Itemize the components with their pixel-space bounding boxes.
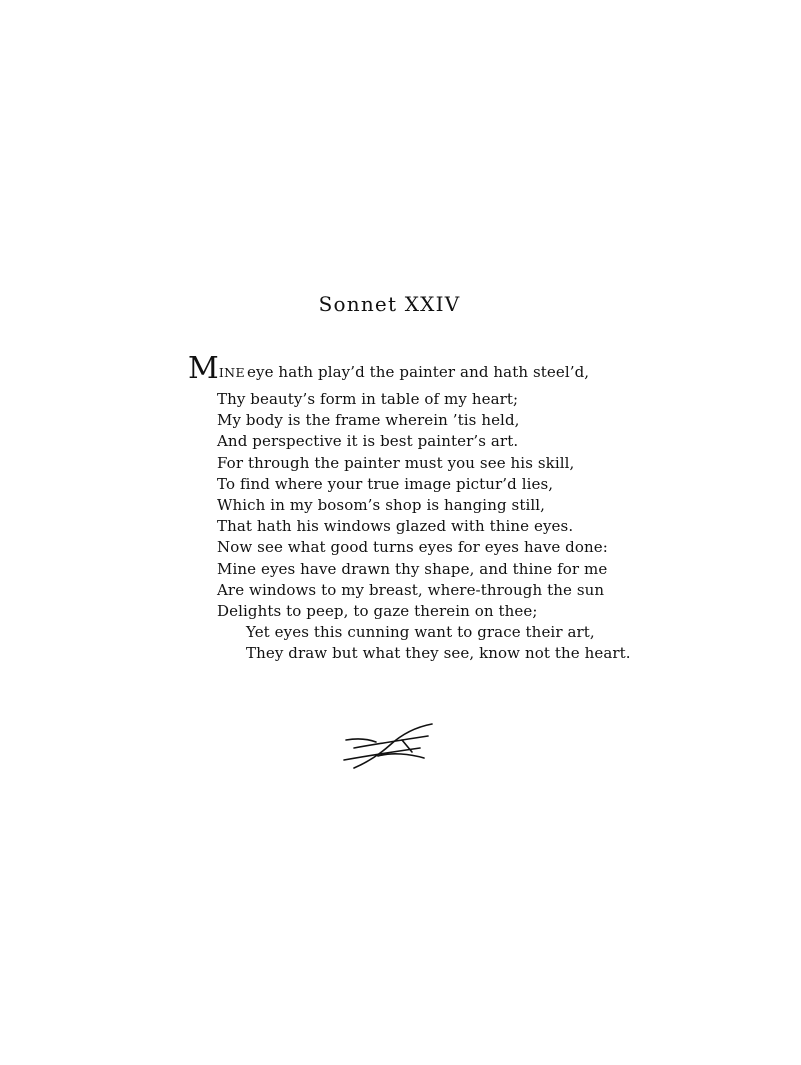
poem-line-14: They draw but what they see, know not the heart. <box>246 644 631 663</box>
poem-line-6: To find where your true image pictur’d lies, <box>217 474 554 493</box>
poem-line-7: Which in my bosom’s shop is hanging still, <box>217 496 546 515</box>
poem-line-5: For through the painter must you see his skill, <box>217 453 575 472</box>
first-word-small-caps: INE <box>218 365 246 380</box>
poem-line-11: Are windows to my breast, where-through the sun <box>217 580 605 599</box>
poem-line-12: Delights to peep, to gaze therein on thee; <box>217 602 538 621</box>
poem-line-3: My body is the frame wherein ’tis held, <box>217 411 520 430</box>
poem-line-13: Yet eyes this cunning want to grace their art, <box>246 623 595 642</box>
poem-line-8: That hath his windows glazed with thine eyes. <box>217 517 574 536</box>
poem-line-1 <box>188 351 748 389</box>
pen-flourish-icon <box>336 718 440 774</box>
first-line-text: eye hath play’d the painter and hath steel’d, <box>247 363 590 381</box>
poem-line-4: And perspective it is best painter’s art. <box>217 432 519 451</box>
page-title: Sonnet XXIV <box>318 292 461 316</box>
poem-line-2: Thy beauty’s form in table of my heart; <box>217 390 519 408</box>
drop-cap: M <box>188 351 219 386</box>
poem-line-9: Now see what good turns eyes for eyes have done: <box>217 538 608 557</box>
poem-line-10: Mine eyes have drawn thy shape, and thine for me <box>217 559 608 578</box>
poem-body <box>188 351 748 665</box>
